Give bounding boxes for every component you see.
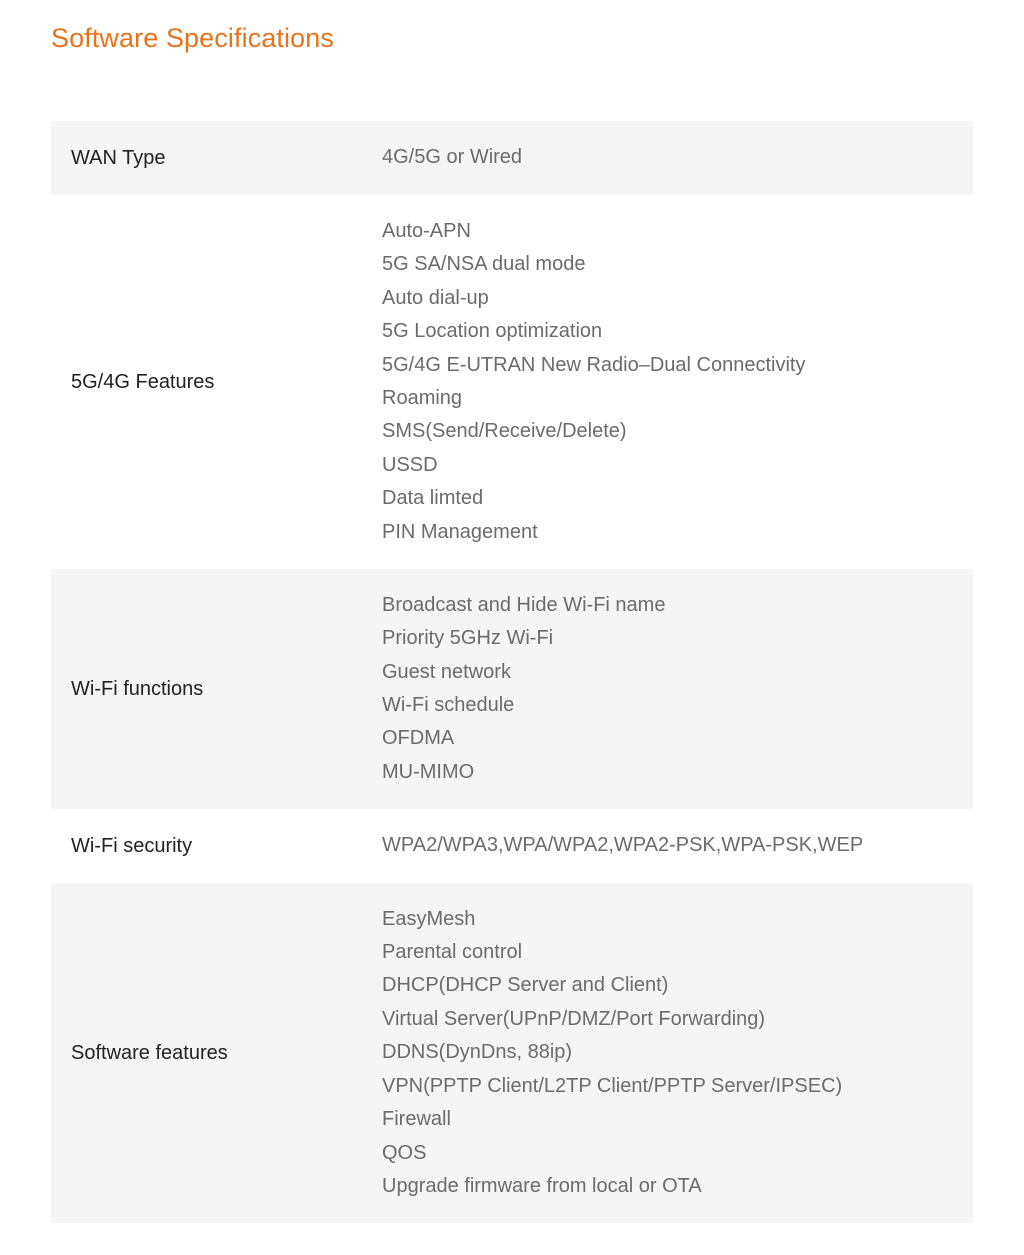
spec-value: Guest network bbox=[382, 660, 511, 683]
spec-row-software-features bbox=[51, 883, 973, 1223]
spec-value: DHCP(DHCP Server and Client) bbox=[382, 974, 669, 997]
spec-value: Firewall bbox=[382, 1108, 451, 1131]
spec-value: Roaming bbox=[382, 387, 463, 409]
spec-row-wan-type bbox=[51, 121, 973, 195]
section-title: Software Specifications bbox=[51, 23, 334, 53]
spec-value: 5G Location optimization bbox=[382, 320, 603, 343]
spec-value: QOS bbox=[382, 1141, 427, 1164]
spec-label: WAN Type bbox=[71, 146, 166, 169]
spec-row-wifi-security bbox=[51, 809, 973, 883]
spec-value: EasyMesh bbox=[382, 907, 476, 930]
spec-value: OFDMA bbox=[382, 727, 455, 750]
spec-label: Wi-Fi functions bbox=[71, 677, 204, 700]
spec-value: Wi-Fi schedule bbox=[382, 694, 515, 716]
spec-values bbox=[382, 141, 522, 174]
spec-value: VPN(PPTP Client/L2TP Client/PPTP Server/IPSEC) bbox=[382, 1074, 843, 1097]
spec-value: SMS(Send/Receive/Delete) bbox=[382, 420, 627, 443]
spec-value: Broadcast and Hide Wi-Fi name bbox=[382, 593, 666, 616]
spec-values bbox=[382, 829, 863, 862]
spec-value: Upgrade firmware from local or OTA bbox=[382, 1174, 702, 1197]
spec-value: MU-MIMO bbox=[382, 760, 475, 783]
spec-values bbox=[382, 903, 842, 1204]
spec-label: Wi-Fi security bbox=[71, 834, 193, 857]
spec-value: 5G SA/NSA dual mode bbox=[382, 253, 586, 276]
spec-value: USSD bbox=[382, 453, 438, 476]
spec-row-wifi-functions bbox=[51, 569, 973, 809]
spec-value: Data limted bbox=[382, 487, 484, 510]
spec-label: Software features bbox=[71, 1041, 228, 1064]
spec-values bbox=[382, 215, 806, 549]
spec-value: Priority 5GHz Wi-Fi bbox=[382, 627, 554, 650]
spec-value: Auto dial-up bbox=[382, 286, 489, 309]
spec-value: 4G/5G or Wired bbox=[382, 146, 523, 169]
spec-row-5g4g-features bbox=[51, 195, 973, 569]
spec-values bbox=[382, 589, 665, 789]
spec-value: 5G/4G E-UTRAN New Radio–Dual Connectivity bbox=[382, 353, 806, 376]
spec-value: DDNS(DynDns, 88ip) bbox=[382, 1041, 573, 1064]
spec-value: PIN Management bbox=[382, 520, 538, 543]
spec-value: Parental control bbox=[382, 941, 523, 964]
spec-table bbox=[51, 121, 973, 1223]
spec-value: Virtual Server(UPnP/DMZ/Port Forwarding) bbox=[382, 1007, 766, 1030]
spec-value: Auto-APN bbox=[382, 219, 471, 242]
spec-label: 5G/4G Features bbox=[71, 370, 215, 393]
spec-value: WPA2/WPA3,WPA/WPA2,WPA2-PSK,WPA-PSK,WEP bbox=[382, 834, 864, 857]
